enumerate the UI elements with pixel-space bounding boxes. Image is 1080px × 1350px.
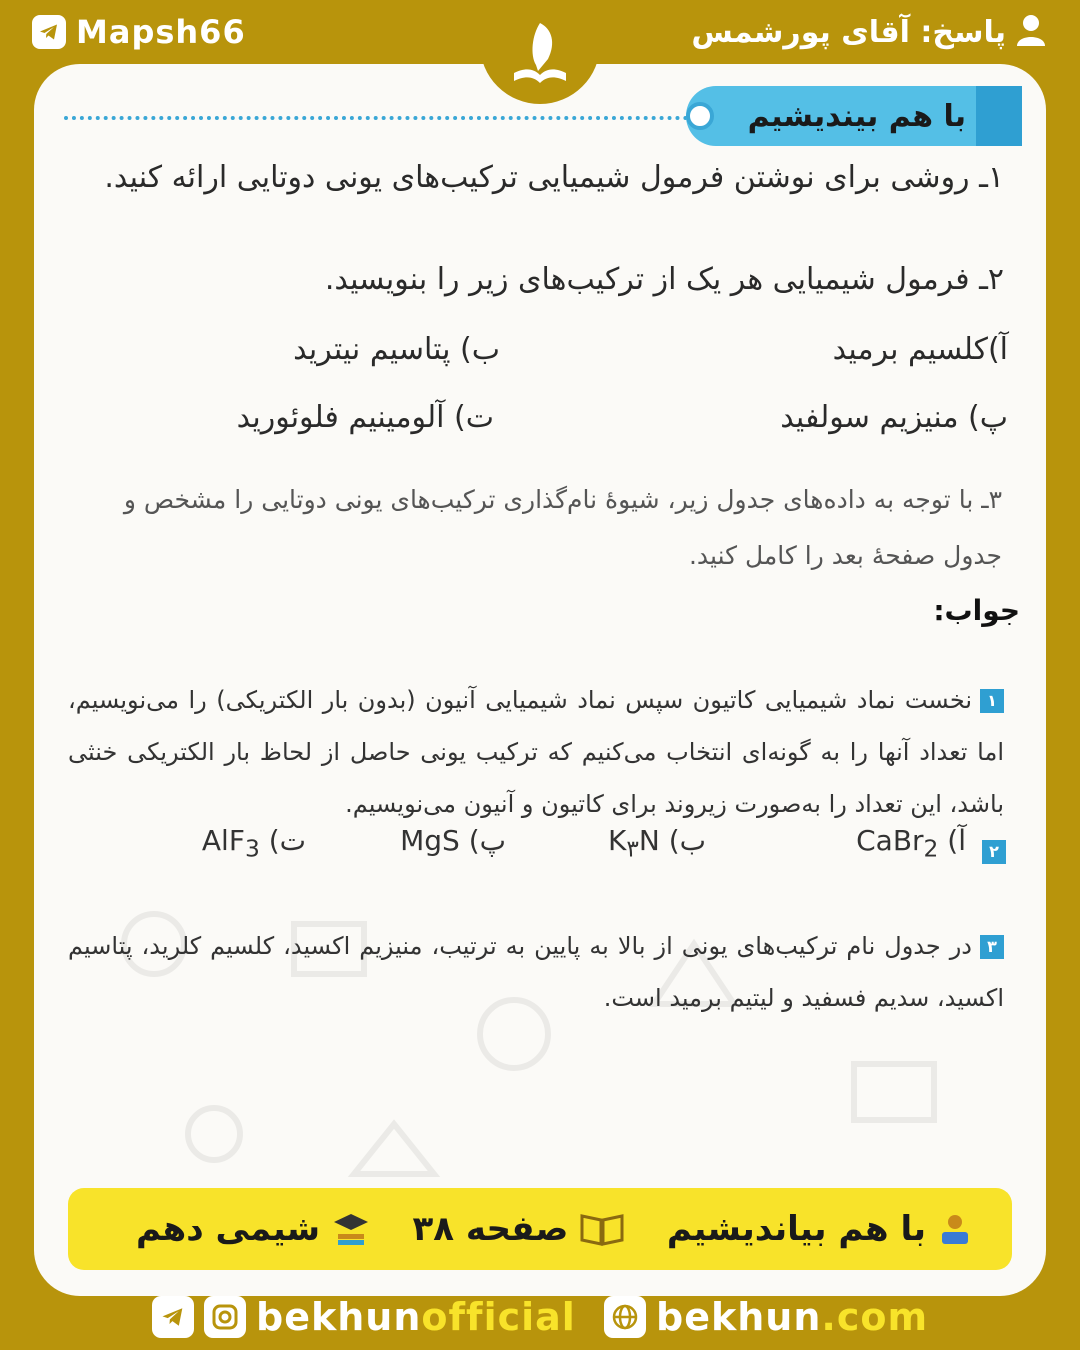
banner-page-text: صفحه ۳۸ <box>412 1209 569 1249</box>
q2-option-p: پ) منیزیم سولفید <box>780 400 1008 435</box>
question-3-line-1: ۳ـ با توجه به داده‌های جدول زیر، شیوهٔ نام‌گذاری ترکیب‌های یونی دوتایی را مشخص و <box>123 485 1002 514</box>
formula-a <box>856 824 966 863</box>
bottom-banner <box>68 1188 1012 1270</box>
teacher-icon <box>938 1212 972 1246</box>
answer-3 <box>68 920 1004 1024</box>
question-3 <box>70 472 1002 584</box>
open-book-icon <box>580 1212 624 1246</box>
banner-topic-text: با هم بیاندیشیم <box>666 1209 926 1249</box>
answer-1-number: ۱ <box>980 689 1004 713</box>
formula-a-label: آ) <box>947 824 966 857</box>
instagram-icon <box>204 1296 246 1338</box>
formula-p-value: MgS <box>400 824 460 857</box>
header-dotted-line <box>64 116 720 120</box>
header-ring-icon <box>686 102 714 130</box>
formula-a-value: CaBr$_2$ <box>856 824 939 863</box>
header-accent <box>976 86 1022 146</box>
question-3-line-2: جدول صفحهٔ بعد را کامل کنید. <box>688 541 1002 570</box>
telegram-icon <box>32 15 66 49</box>
channel-handle-group[interactable] <box>32 12 246 52</box>
banner-book <box>136 1209 370 1249</box>
telegram-icon <box>152 1296 194 1338</box>
question-1: ۱ـ روشی برای نوشتن فرمول شیمیایی ترکیب‌های یونی دوتایی ارائه کنید. <box>104 160 1004 195</box>
answer-3-number: ۳ <box>980 935 1004 959</box>
q2-option-t: ت) آلومینیم فلوئورید <box>236 400 494 435</box>
banner-page <box>413 1209 625 1249</box>
formula-p-label: پ) <box>468 824 506 857</box>
formula-t-value: AlF$_3$ <box>201 824 260 863</box>
answer-2-number: ۲ <box>982 840 1006 864</box>
answerer-name: پاسخ: آقای پورشمس <box>691 14 1006 50</box>
user-icon <box>1016 14 1046 50</box>
section-header <box>686 86 1022 146</box>
banner-book-text: شیمی دهم <box>136 1209 321 1249</box>
answer-1 <box>68 674 1004 830</box>
banner-topic <box>667 1209 972 1249</box>
formula-b <box>608 824 706 863</box>
website-url: bekhun.com <box>656 1295 929 1339</box>
q2-option-a: آ)کلسیم برمید <box>832 332 1008 367</box>
formula-t-label: ت) <box>268 824 306 857</box>
formula-p <box>400 824 506 857</box>
quill-book-icon <box>500 15 580 95</box>
social-handle: bekhunofficial <box>256 1295 576 1339</box>
social-handle-group[interactable] <box>152 1292 576 1342</box>
graduation-cap-icon <box>332 1212 370 1246</box>
answer-3-text: در جدول نام ترکیب‌های یونی از بالا به پایین به ترتیب، منیزیم اکسید، کلسیم کلرید، پتاسیم اکسید، سدیم فسفید و لیتیم برمید است. <box>68 932 1004 1012</box>
formula-t <box>202 824 306 863</box>
globe-icon <box>604 1296 646 1338</box>
q2-option-b: ب) پتاسیم نیترید <box>293 332 500 367</box>
content-card <box>34 64 1046 1296</box>
answer-label: جواب: <box>933 594 1020 627</box>
channel-handle: Mapsh66 <box>76 13 246 51</box>
formula-b-label: ب) <box>668 824 706 857</box>
answerer-group <box>691 12 1046 52</box>
formula-b-value: $K_۳N$ <box>607 824 660 863</box>
question-2: ۲ـ فرمول شیمیایی هر یک از ترکیب‌های زیر را بنویسید. <box>324 262 1004 297</box>
answer-1-text: نخست نماد شیمیایی کاتیون سپس نماد شیمیایی آنیون (بدون بار الکتریکی) را می‌نویسیم، اما تعداد آنها را به گونه‌ای انتخاب می‌کنیم که ترکیب یونی حاصل از لحاظ بار الکتریکی خنثی باشد، این تعداد را به‌صورت زیروند برای کاتیون و آنیون می‌نویسیم. <box>68 686 1004 818</box>
section-title: با هم بیندیشیم <box>747 98 966 134</box>
website-group[interactable] <box>604 1292 928 1342</box>
